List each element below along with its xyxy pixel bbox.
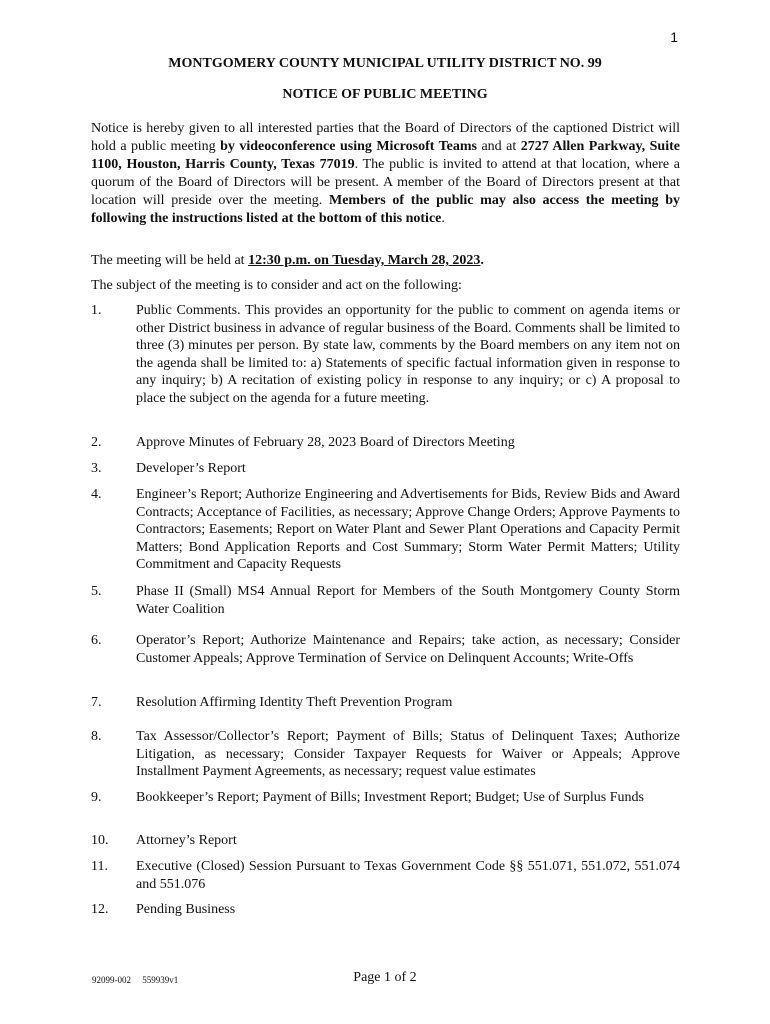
agenda-item-number: 2. <box>91 435 102 450</box>
agenda-item-text: Attorney’s Report <box>136 833 237 848</box>
agenda-item-number: 10. <box>91 833 109 848</box>
agenda-item-text: Developer’s Report <box>136 461 246 476</box>
meeting-time-line <box>91 252 680 270</box>
agenda-item-number: 6. <box>91 633 102 648</box>
agenda-item-number: 11. <box>91 859 108 874</box>
document-code: 92099-002 559939v1 <box>92 975 179 985</box>
agenda-item-text: Engineer’s Report; Authorize Engineering and Advertisements for Bids, Review Bids and Award Contracts; Acceptance of Facilities, as necessary; Approve Change Orders; Approve Payments to Contractors; Easements; Report on Water Plant and Sewer Plant Operations and Capacity Permit Matters; Bond Application Reports and Cost Summary; Storm Water Permit Matters; Utility Commitment and Capacity Requests <box>136 487 680 572</box>
intro-text: . <box>441 211 445 226</box>
agenda-item-number: 3. <box>91 461 102 476</box>
agenda-item-number: 12. <box>91 902 109 917</box>
agenda-item-number: 9. <box>91 790 102 805</box>
agenda-item-text: Executive (Closed) Session Pursuant to Texas Government Code §§ 551.071, 551.072, 551.074 and 551.076 <box>136 859 680 892</box>
page-number: 1 <box>670 29 678 45</box>
agenda-item-number: 4. <box>91 487 102 502</box>
agenda-item-text: Operator’s Report; Authorize Maintenance and Repairs; take action, as necessary; Consider Customer Appeals; Approve Termination of Service on Delinquent Accounts; Write-Offs <box>136 633 680 666</box>
agenda-item-text: Pending Business <box>136 902 236 917</box>
intro-videoconference: by videoconference using Microsoft Teams <box>220 139 477 154</box>
document-subtitle: NOTICE OF PUBLIC MEETING <box>282 87 488 102</box>
intro-address: 2727 Allen Parkway, Suite 1100, Houston, Harris County, Texas 77019 <box>91 139 680 172</box>
page-label: Page 1 of 2 <box>353 970 417 985</box>
agenda-item-text: Resolution Affirming Identity Theft Prevention Program <box>136 695 453 710</box>
agenda-item-number: 1. <box>91 303 102 318</box>
subject-line: The subject of the meeting is to consider and act on the following: <box>91 278 462 293</box>
intro-paragraph <box>91 120 680 228</box>
agenda-item-number: 8. <box>91 729 102 744</box>
intro-text: . The public is invited to attend at that location, where a quorum of the Board of Directors will be present. A member of the Board of Directors present at that location will preside over the meeting. <box>91 157 680 208</box>
meeting-time-suffix: . <box>480 253 484 268</box>
agenda-item-text: Tax Assessor/Collector’s Report; Payment of Bills; Status of Delinquent Taxes; Authorize Litigation, as necessary; Consider Taxpayer Requests for Waiver or Appeals; Approve Installment Payment Agreements, as necessary; request value estimates <box>136 729 680 779</box>
meeting-time-prefix: The meeting will be held at <box>91 253 249 268</box>
agenda-item-text: Approve Minutes of February 28, 2023 Board of Directors Meeting <box>136 435 515 450</box>
intro-text: Notice is hereby given to all interested parties that the Board of Directors of the captioned District will hold a public meeting <box>91 121 680 154</box>
intro-text: and at <box>476 139 521 154</box>
agenda-item-number: 5. <box>91 584 102 599</box>
agenda-item-number: 7. <box>91 695 102 710</box>
agenda-item-text: Public Comments. This provides an opportunity for the public to comment on agenda items or other District business in advance of regular business of the Board. Comments shall be limited to three (3) minutes per person. By state law, comments by the Board members on any item not on the agenda shall be limited to: a) Statements of specific factual information given in response to any inquiry; b) A recitation of existing policy in response to any inquiry; or c) A proposal to place the subject on the agenda for a future meeting. <box>136 303 680 406</box>
document-title: MONTGOMERY COUNTY MUNICIPAL UTILITY DISTRICT NO. 99 <box>168 56 602 71</box>
intro-access-notice: Members of the public may also access the meeting by following the instructions listed at the bottom of this notice <box>91 193 681 226</box>
meeting-datetime: 12:30 p.m. on Tuesday, March 28, 2023 <box>248 253 481 268</box>
agenda-item-text: Bookkeeper’s Report; Payment of Bills; Investment Report; Budget; Use of Surplus Funds <box>136 790 644 805</box>
agenda-item-text: Phase II (Small) MS4 Annual Report for Members of the South Montgomery County Storm Water Coalition <box>136 584 680 617</box>
